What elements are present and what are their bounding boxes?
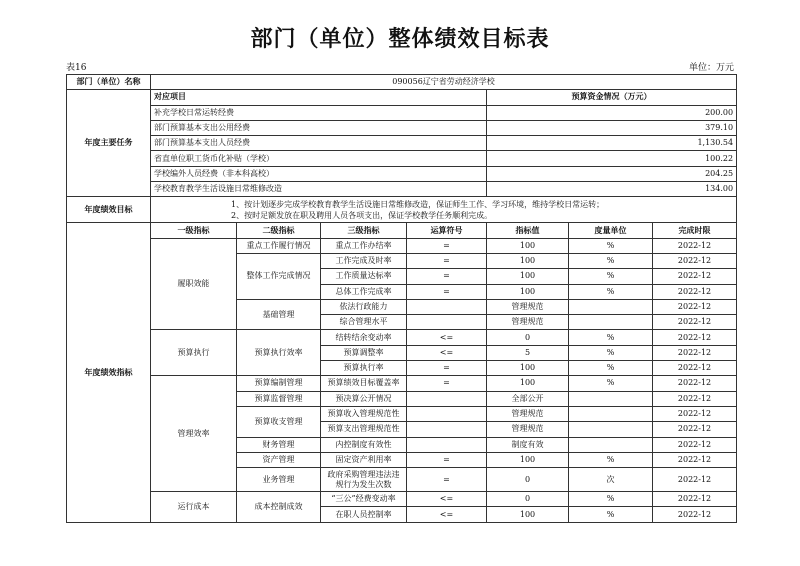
unit-label: 单位：万元	[688, 63, 734, 73]
unit-cell: %	[569, 269, 653, 284]
page-title: 部门（单位）整体绩效目标表	[250, 27, 550, 52]
task-item: 省直单位职工货币化补贴（学校）	[151, 151, 487, 166]
l3-cell: 结转结余变动率	[321, 330, 407, 345]
tasks-header-item: 对应项目	[151, 90, 487, 105]
op-cell: =	[407, 361, 487, 376]
l3-cell: 预算收入管理规范性	[321, 406, 407, 421]
unit-cell: %	[569, 361, 653, 376]
op-cell	[407, 391, 487, 406]
l3-cell: “三公”经费变动率	[321, 492, 407, 507]
dept-label: 部门（单位）名称	[67, 75, 151, 90]
val-cell: 100	[487, 253, 569, 268]
l2-budget-supervision: 预算监督管理	[237, 391, 321, 406]
unit-cell: %	[569, 330, 653, 345]
l3-cell: 依法行政能力	[321, 299, 407, 314]
dept-value: 090056辽宁省劳动经济学校	[151, 75, 737, 90]
val-cell: 管理规范	[487, 422, 569, 437]
l3-cell: 固定资产利用率	[321, 452, 407, 467]
unit-cell: %	[569, 492, 653, 507]
op-cell	[407, 422, 487, 437]
val-cell: 100	[487, 284, 569, 299]
op-cell: =	[407, 284, 487, 299]
l2-overall-work: 整体工作完成情况	[237, 253, 321, 299]
task-item: 部门预算基本支出公用经费	[151, 120, 487, 135]
op-cell	[407, 315, 487, 330]
l2-financial-management: 财务管理	[237, 437, 321, 452]
indicator-row	[67, 376, 737, 391]
task-budget: 379.10	[487, 120, 737, 135]
l3-cell: 在职人员控制率	[321, 507, 407, 522]
op-cell: =	[407, 253, 487, 268]
due-cell: 2022-12	[653, 391, 737, 406]
due-cell: 2022-12	[653, 345, 737, 360]
due-cell: 2022-12	[653, 330, 737, 345]
due-cell: 2022-12	[653, 299, 737, 314]
op-cell: =	[407, 376, 487, 391]
due-cell: 2022-12	[653, 238, 737, 253]
l3-cell: 内控制度有效性	[321, 437, 407, 452]
l2-budget-compilation: 预算编制管理	[237, 376, 321, 391]
task-row	[67, 166, 737, 181]
unit-cell: %	[569, 253, 653, 268]
unit-cell: %	[569, 284, 653, 299]
val-cell: 5	[487, 345, 569, 360]
unit-cell: %	[569, 507, 653, 522]
due-cell: 2022-12	[653, 376, 737, 391]
val-cell: 0	[487, 468, 569, 492]
due-cell: 2022-12	[653, 468, 737, 492]
unit-cell	[569, 406, 653, 421]
l3-cell: 预算绩效目标覆盖率	[321, 376, 407, 391]
op-cell: =	[407, 269, 487, 284]
val-cell: 管理规范	[487, 315, 569, 330]
l2-cost-control: 成本控制成效	[237, 492, 321, 523]
val-cell: 100	[487, 269, 569, 284]
op-cell: <=	[407, 492, 487, 507]
performance-table	[66, 74, 737, 523]
unit-cell: 次	[569, 468, 653, 492]
indicator-row	[67, 238, 737, 253]
due-cell: 2022-12	[653, 422, 737, 437]
header-l2: 二级指标	[237, 223, 321, 238]
op-cell	[407, 437, 487, 452]
val-cell: 管理规范	[487, 299, 569, 314]
val-cell: 100	[487, 507, 569, 522]
task-budget: 100.22	[487, 151, 737, 166]
task-budget: 200.00	[487, 105, 737, 120]
unit-cell	[569, 437, 653, 452]
goal-line-1: 1、按计划逐步完成学校教育教学生活设施日常维修改造，保证师生工作、学习环境，维持学校日常运转；	[231, 199, 605, 209]
due-cell: 2022-12	[653, 361, 737, 376]
unit-cell: %	[569, 238, 653, 253]
due-cell: 2022-12	[653, 406, 737, 421]
unit-cell	[569, 422, 653, 437]
task-item: 部门预算基本支出人员经费	[151, 136, 487, 151]
task-row	[67, 120, 737, 135]
op-cell: <=	[407, 345, 487, 360]
op-cell	[407, 406, 487, 421]
header-val: 指标值	[487, 223, 569, 238]
val-cell: 管理规范	[487, 406, 569, 421]
op-cell: =	[407, 238, 487, 253]
l2-asset-management: 资产管理	[237, 452, 321, 467]
due-cell: 2022-12	[653, 253, 737, 268]
val-cell: 制度有效	[487, 437, 569, 452]
l1-performance: 履职效能	[151, 238, 237, 330]
task-budget: 204.25	[487, 166, 737, 181]
val-cell: 全部公开	[487, 391, 569, 406]
l2-budget-efficiency: 预算执行效率	[237, 330, 321, 376]
val-cell: 100	[487, 376, 569, 391]
l1-management-efficiency: 管理效率	[151, 376, 237, 492]
task-item: 学校编外人员经费（非本科高校）	[151, 166, 487, 181]
task-row	[67, 182, 737, 197]
l3-cell: 工作完成及时率	[321, 253, 407, 268]
unit-cell	[569, 299, 653, 314]
l3-cell: 工作质量达标率	[321, 269, 407, 284]
l2-basic-management: 基础管理	[237, 299, 321, 330]
task-item: 学校教育教学生活设施日常维修改造	[151, 182, 487, 197]
l1-operating-cost: 运行成本	[151, 492, 237, 523]
indicators-label: 年度绩效指标	[67, 223, 151, 522]
goal-text	[151, 197, 737, 223]
tasks-label: 年度主要任务	[67, 90, 151, 197]
l3-cell: 预算调整率	[321, 345, 407, 360]
due-cell: 2022-12	[653, 284, 737, 299]
unit-cell	[569, 391, 653, 406]
l3-cell: 预算支出管理规范性	[321, 422, 407, 437]
val-cell: 100	[487, 452, 569, 467]
task-item: 补充学校日常运转经费	[151, 105, 487, 120]
unit-cell: %	[569, 345, 653, 360]
l3-cell: 政府采购管理违法违规行为发生次数	[321, 468, 407, 492]
l3-cell: 预算执行率	[321, 361, 407, 376]
header-l1: 一级指标	[151, 223, 237, 238]
l3-cell: 预决算公开情况	[321, 391, 407, 406]
op-cell	[407, 299, 487, 314]
tasks-header-budget: 预算资金情况（万元）	[487, 90, 737, 105]
task-row	[67, 136, 737, 151]
due-cell: 2022-12	[653, 269, 737, 284]
op-cell: <=	[407, 507, 487, 522]
l3-cell: 综合管理水平	[321, 315, 407, 330]
task-row	[67, 151, 737, 166]
task-row	[67, 105, 737, 120]
header-op: 运算符号	[407, 223, 487, 238]
indicator-row	[67, 330, 737, 345]
goal-line-2: 2、按时足额发放在职及聘用人员各项支出，保证学校教学任务顺利完成。	[231, 210, 493, 220]
l2-business-management: 业务管理	[237, 468, 321, 492]
header-due: 完成时限	[653, 223, 737, 238]
val-cell: 100	[487, 361, 569, 376]
due-cell: 2022-12	[653, 437, 737, 452]
val-cell: 100	[487, 238, 569, 253]
task-budget: 1,130.54	[487, 136, 737, 151]
unit-cell: %	[569, 452, 653, 467]
table-number: 表16	[66, 63, 87, 73]
l2-budget-income-expense: 预算收支管理	[237, 406, 321, 437]
header-unit: 度量单位	[569, 223, 653, 238]
unit-cell	[569, 315, 653, 330]
op-cell: =	[407, 452, 487, 467]
due-cell: 2022-12	[653, 507, 737, 522]
goal-label: 年度绩效目标	[67, 197, 151, 223]
task-budget: 134.00	[487, 182, 737, 197]
due-cell: 2022-12	[653, 315, 737, 330]
l3-cell: 总体工作完成率	[321, 284, 407, 299]
due-cell: 2022-12	[653, 452, 737, 467]
op-cell: <=	[407, 330, 487, 345]
val-cell: 0	[487, 492, 569, 507]
val-cell: 0	[487, 330, 569, 345]
due-cell: 2022-12	[653, 492, 737, 507]
l3-cell: 重点工作办结率	[321, 238, 407, 253]
unit-cell: %	[569, 376, 653, 391]
op-cell: =	[407, 468, 487, 492]
l2-key-work: 重点工作履行情况	[237, 238, 321, 253]
l1-budget-execution: 预算执行	[151, 330, 237, 376]
indicator-row	[67, 492, 737, 507]
header-l3: 三级指标	[321, 223, 407, 238]
